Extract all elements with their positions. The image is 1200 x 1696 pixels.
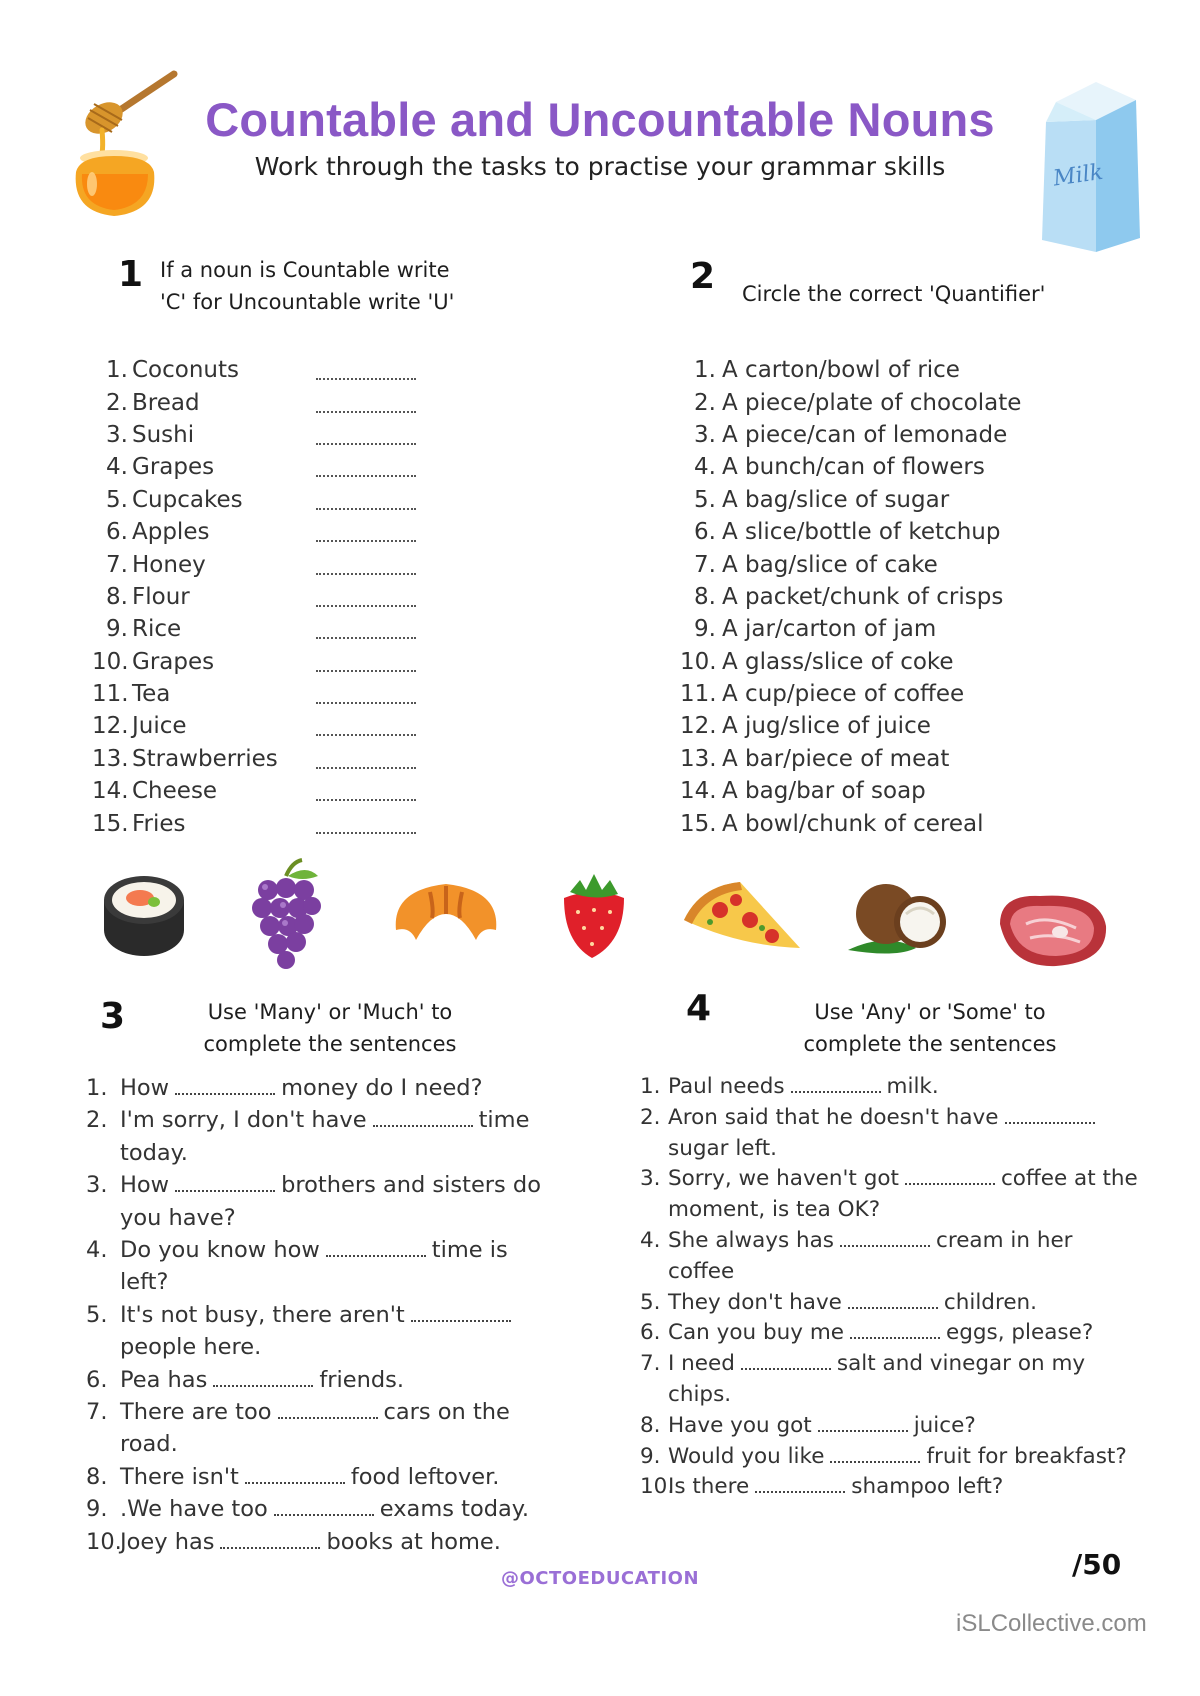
sentence-start: How bbox=[120, 1172, 170, 1199]
item-number: 15. bbox=[680, 810, 717, 837]
item-number: 1. bbox=[694, 357, 716, 384]
page-title: Countable and Uncountable Nouns bbox=[205, 93, 995, 146]
list-item bbox=[92, 710, 432, 742]
quantifier-phrase[interactable]: A piece/plate of chocolate bbox=[722, 389, 1022, 416]
list-item bbox=[680, 516, 1100, 548]
sentence-end: people here. bbox=[120, 1334, 262, 1361]
sentence-end: coffee at the moment, is tea OK? bbox=[668, 1166, 1138, 1223]
list-item bbox=[86, 1169, 556, 1234]
sentence-start: How bbox=[120, 1075, 170, 1101]
quantifier-phrase[interactable]: A slice/bottle of ketchup bbox=[722, 519, 1001, 546]
list-item bbox=[640, 1226, 1140, 1288]
item-number: 14. bbox=[680, 778, 717, 805]
list-item bbox=[680, 386, 1100, 418]
list-item bbox=[680, 419, 1100, 451]
answer-blank[interactable] bbox=[848, 1297, 938, 1309]
answer-blank[interactable] bbox=[316, 722, 416, 736]
list-item bbox=[92, 678, 432, 710]
quantifier-phrase[interactable]: A cup/piece of coffee bbox=[722, 681, 965, 708]
noun-word: Grapes bbox=[132, 648, 215, 675]
item-number: 3. bbox=[86, 1172, 108, 1199]
section4-instruction: Use 'Any' or 'Some' to complete the sentences bbox=[803, 1000, 1057, 1056]
croissant-icon bbox=[386, 870, 506, 960]
noun-word: Tea bbox=[132, 681, 171, 708]
list-item bbox=[680, 678, 1100, 710]
noun-word: Flour bbox=[132, 583, 190, 610]
pizza-slice-icon bbox=[680, 876, 804, 956]
sentence-end: exams today. bbox=[379, 1496, 530, 1523]
answer-blank[interactable] bbox=[905, 1173, 995, 1185]
list-item bbox=[92, 516, 432, 548]
item-number: 3. bbox=[106, 421, 128, 448]
item-number: 8. bbox=[640, 1412, 661, 1438]
watermark: iSLCollective.com bbox=[956, 1610, 1147, 1637]
answer-blank[interactable] bbox=[316, 561, 416, 575]
sentence-start: Paul needs bbox=[668, 1074, 785, 1099]
list-item bbox=[92, 807, 432, 839]
sentence-end: cars on the road. bbox=[120, 1399, 510, 1458]
milk-label: Milk bbox=[1051, 159, 1105, 192]
item-number: 7. bbox=[106, 551, 128, 578]
sentence-start: There isn't bbox=[120, 1463, 239, 1490]
answer-blank[interactable] bbox=[741, 1358, 831, 1370]
sentence-start: .We have too bbox=[120, 1496, 268, 1523]
list-item bbox=[92, 581, 432, 613]
sentence-start: Sorry, we haven't got bbox=[668, 1166, 899, 1192]
item-number: 8. bbox=[694, 583, 716, 610]
answer-blank[interactable] bbox=[316, 496, 416, 510]
quantifier-phrase[interactable]: A packet/chunk of crisps bbox=[722, 583, 1004, 610]
item-number: 3. bbox=[640, 1166, 661, 1192]
sentence-start: There are too bbox=[120, 1399, 272, 1426]
answer-blank[interactable] bbox=[316, 366, 416, 380]
sentence-end: eggs, please? bbox=[946, 1320, 1094, 1346]
item-number: 2. bbox=[106, 389, 128, 416]
item-number: 6. bbox=[106, 519, 128, 546]
grapes-icon bbox=[246, 856, 326, 970]
answer-blank[interactable] bbox=[316, 431, 416, 445]
list-item bbox=[640, 1103, 1140, 1165]
list-item bbox=[640, 1442, 1140, 1473]
list-item bbox=[640, 1472, 1140, 1503]
item-number: 8. bbox=[106, 583, 128, 610]
answer-blank[interactable] bbox=[373, 1115, 473, 1127]
brand-handle: @OCTOEDUCATION bbox=[500, 1568, 700, 1589]
item-number: 10. bbox=[86, 1528, 122, 1555]
sentence-start: They don't have bbox=[668, 1289, 842, 1315]
strawberry-icon bbox=[556, 866, 632, 962]
list-item bbox=[86, 1364, 556, 1396]
list-item bbox=[92, 743, 432, 775]
item-number: 1. bbox=[640, 1074, 661, 1099]
noun-word: Sushi bbox=[132, 421, 195, 448]
list-item bbox=[92, 354, 432, 386]
sentence-start: Is there bbox=[668, 1474, 750, 1500]
answer-blank[interactable] bbox=[840, 1235, 930, 1247]
list-item bbox=[86, 1461, 556, 1493]
noun-word: Cheese bbox=[132, 778, 218, 805]
quantifier-phrase[interactable]: A glass/slice of coke bbox=[722, 648, 954, 675]
sentence-end: time today. bbox=[120, 1107, 530, 1166]
sentence-end: milk. bbox=[886, 1074, 939, 1099]
item-number: 7. bbox=[86, 1399, 108, 1426]
section2-instruction: Circle the correct 'Quantifier' bbox=[742, 282, 1046, 306]
item-number: 9. bbox=[694, 616, 716, 643]
sentence-start: Would you like bbox=[668, 1443, 825, 1469]
answer-blank[interactable] bbox=[1005, 1112, 1095, 1124]
list-item bbox=[680, 775, 1100, 807]
list-item bbox=[92, 419, 432, 451]
sentence-end: fruit for breakfast? bbox=[926, 1443, 1127, 1469]
section2-number: 2 bbox=[690, 256, 716, 297]
item-number: 1. bbox=[86, 1075, 108, 1101]
coconut-icon bbox=[846, 878, 956, 958]
sushi-icon bbox=[96, 866, 192, 962]
item-number: 11. bbox=[680, 681, 717, 708]
item-number: 11. bbox=[92, 681, 129, 708]
answer-blank[interactable] bbox=[245, 1472, 345, 1484]
answer-blank[interactable] bbox=[818, 1420, 908, 1432]
item-number: 6. bbox=[694, 519, 716, 546]
noun-word: Bread bbox=[132, 389, 200, 416]
sentence-start: I'm sorry, I don't have bbox=[120, 1107, 367, 1134]
item-number: 14. bbox=[92, 778, 129, 805]
item-number: 7. bbox=[694, 551, 716, 578]
answer-blank[interactable] bbox=[316, 399, 416, 413]
quantifier-phrase[interactable]: A piece/can of lemonade bbox=[722, 421, 1008, 448]
answer-blank[interactable] bbox=[316, 690, 416, 704]
sentence-end: children. bbox=[943, 1289, 1038, 1315]
answer-blank[interactable] bbox=[274, 1504, 374, 1516]
noun-word: Apples bbox=[132, 519, 210, 546]
page-subtitle: Work through the tasks to practise your grammar skills bbox=[254, 152, 946, 181]
section1-instruction: If a noun is Countable write 'C' for Uncountable write 'U' bbox=[160, 258, 455, 314]
quantifier-phrase[interactable]: A bag/slice of sugar bbox=[722, 486, 950, 513]
answer-blank[interactable] bbox=[316, 755, 416, 769]
answer-blank[interactable] bbox=[213, 1375, 313, 1387]
answer-blank[interactable] bbox=[316, 528, 416, 542]
item-number: 12. bbox=[680, 713, 717, 740]
answer-blank[interactable] bbox=[220, 1537, 320, 1549]
sentence-end: food leftover. bbox=[350, 1463, 500, 1490]
noun-word: Strawberries bbox=[132, 745, 278, 772]
item-number: 2. bbox=[694, 389, 716, 416]
quantifier-phrase[interactable]: A bag/slice of cake bbox=[722, 551, 938, 578]
list-item bbox=[92, 613, 432, 645]
sentence-end: time is left? bbox=[120, 1237, 508, 1296]
section2-list bbox=[680, 354, 1100, 840]
item-number: 2. bbox=[86, 1107, 108, 1134]
list-item bbox=[640, 1164, 1140, 1226]
sentence-end: juice? bbox=[913, 1412, 976, 1438]
list-item bbox=[92, 775, 432, 807]
section4-number: 4 bbox=[686, 988, 712, 1029]
sentence-start: Do you know how bbox=[120, 1237, 320, 1264]
section3-instruction: Use 'Many' or 'Much' to complete the sentences bbox=[203, 1000, 457, 1056]
quantifier-phrase[interactable]: A carton/bowl of rice bbox=[722, 357, 960, 384]
answer-blank[interactable] bbox=[316, 820, 416, 834]
item-number: 6. bbox=[86, 1366, 108, 1393]
list-item bbox=[92, 646, 432, 678]
sentence-end: cream in her coffee bbox=[668, 1227, 1073, 1284]
steak-icon bbox=[990, 884, 1116, 974]
item-number: 5. bbox=[106, 486, 128, 513]
answer-blank[interactable] bbox=[850, 1327, 940, 1339]
item-number: 9. bbox=[86, 1496, 108, 1523]
list-item bbox=[86, 1493, 556, 1525]
item-number: 4. bbox=[640, 1227, 661, 1253]
sentence-start: Joey has bbox=[120, 1528, 215, 1555]
quantifier-phrase[interactable]: A bunch/can of flowers bbox=[722, 454, 985, 481]
quantifier-phrase[interactable]: A bar/piece of meat bbox=[722, 745, 950, 772]
item-number: 13. bbox=[92, 745, 129, 772]
list-item bbox=[86, 1234, 556, 1299]
sentence-end: shampoo left? bbox=[851, 1474, 1004, 1500]
quantifier-phrase[interactable]: A bag/bar of soap bbox=[722, 778, 926, 805]
list-item bbox=[86, 1299, 556, 1364]
noun-word: Honey bbox=[132, 551, 206, 578]
item-number: 8. bbox=[86, 1463, 108, 1490]
sentence-start: I need bbox=[668, 1351, 735, 1377]
quantifier-phrase[interactable]: A bowl/chunk of cereal bbox=[722, 810, 984, 837]
answer-blank[interactable] bbox=[175, 1180, 275, 1192]
quantifier-phrase[interactable]: A jug/slice of juice bbox=[722, 713, 931, 740]
list-item bbox=[640, 1349, 1140, 1411]
answer-blank[interactable] bbox=[755, 1481, 845, 1493]
item-number: 6. bbox=[640, 1320, 661, 1346]
item-number: 5. bbox=[694, 486, 716, 513]
sentence-end: friends. bbox=[319, 1366, 405, 1393]
sentence-start: Pea has bbox=[120, 1366, 208, 1393]
answer-blank[interactable] bbox=[316, 625, 416, 639]
quantifier-phrase[interactable]: A jar/carton of jam bbox=[722, 616, 937, 643]
section1-list bbox=[92, 354, 432, 840]
list-item bbox=[680, 451, 1100, 483]
score-total: /50 bbox=[1072, 1548, 1122, 1581]
item-number: 10. bbox=[640, 1474, 675, 1500]
noun-word: Fries bbox=[132, 810, 186, 837]
item-number: 9. bbox=[106, 616, 128, 643]
list-item bbox=[92, 386, 432, 418]
list-item bbox=[92, 484, 432, 516]
item-number: 4. bbox=[106, 454, 128, 481]
answer-blank[interactable] bbox=[791, 1081, 881, 1093]
sentence-start: Have you got bbox=[668, 1412, 812, 1438]
answer-blank[interactable] bbox=[316, 463, 416, 477]
list-item bbox=[680, 354, 1100, 386]
answer-blank[interactable] bbox=[316, 658, 416, 672]
list-item bbox=[640, 1411, 1140, 1442]
list-item bbox=[86, 1072, 556, 1104]
section1-number: 1 bbox=[118, 254, 144, 295]
item-number: 7. bbox=[640, 1351, 661, 1377]
item-number: 1. bbox=[106, 357, 128, 384]
list-item bbox=[92, 548, 432, 580]
list-item bbox=[680, 548, 1100, 580]
answer-blank[interactable] bbox=[830, 1451, 920, 1463]
list-item bbox=[680, 484, 1100, 516]
list-item bbox=[680, 613, 1100, 645]
noun-word: Coconuts bbox=[132, 357, 240, 384]
sentence-end: brothers and sisters do you have? bbox=[120, 1172, 541, 1231]
item-number: 3. bbox=[694, 421, 716, 448]
item-number: 9. bbox=[640, 1443, 661, 1469]
section3-list bbox=[86, 1072, 556, 1558]
item-number: 2. bbox=[640, 1104, 661, 1130]
answer-blank[interactable] bbox=[316, 593, 416, 607]
noun-word: Cupcakes bbox=[132, 486, 243, 513]
item-number: 15. bbox=[92, 810, 129, 837]
list-item bbox=[640, 1072, 1140, 1103]
sentence-start: She always has bbox=[668, 1227, 835, 1253]
list-item bbox=[680, 807, 1100, 839]
noun-word: Juice bbox=[132, 713, 187, 740]
item-number: 4. bbox=[694, 454, 716, 481]
sentence-start: Aron said that he doesn't have bbox=[668, 1104, 999, 1130]
list-item bbox=[86, 1104, 556, 1169]
item-number: 10. bbox=[92, 648, 129, 675]
list-item bbox=[640, 1318, 1140, 1349]
list-item bbox=[86, 1396, 556, 1461]
sentence-end: money do I need? bbox=[281, 1075, 483, 1101]
sentence-end: books at home. bbox=[326, 1528, 501, 1555]
sentence-end: sugar left. bbox=[668, 1135, 777, 1161]
list-item bbox=[680, 710, 1100, 742]
answer-blank[interactable] bbox=[175, 1083, 275, 1095]
list-item bbox=[86, 1526, 556, 1558]
item-number: 5. bbox=[86, 1301, 108, 1328]
answer-blank[interactable] bbox=[278, 1407, 378, 1419]
sentence-start: Can you buy me bbox=[668, 1320, 844, 1346]
noun-word: Rice bbox=[132, 616, 182, 643]
list-item bbox=[92, 451, 432, 483]
answer-blank[interactable] bbox=[326, 1245, 426, 1257]
item-number: 12. bbox=[92, 713, 129, 740]
answer-blank[interactable] bbox=[316, 787, 416, 801]
answer-blank[interactable] bbox=[411, 1310, 511, 1322]
list-item bbox=[640, 1288, 1140, 1319]
item-number: 4. bbox=[86, 1237, 108, 1264]
noun-word: Grapes bbox=[132, 454, 215, 481]
item-number: 13. bbox=[680, 745, 717, 772]
list-item bbox=[680, 581, 1100, 613]
item-number: 5. bbox=[640, 1289, 661, 1315]
section4-list bbox=[640, 1072, 1140, 1503]
section3-number: 3 bbox=[100, 996, 126, 1037]
list-item bbox=[680, 646, 1100, 678]
list-item bbox=[680, 743, 1100, 775]
sentence-start: It's not busy, there aren't bbox=[120, 1301, 405, 1328]
sentence-end: salt and vinegar on my chips. bbox=[668, 1351, 1086, 1407]
item-number: 10. bbox=[680, 648, 717, 675]
